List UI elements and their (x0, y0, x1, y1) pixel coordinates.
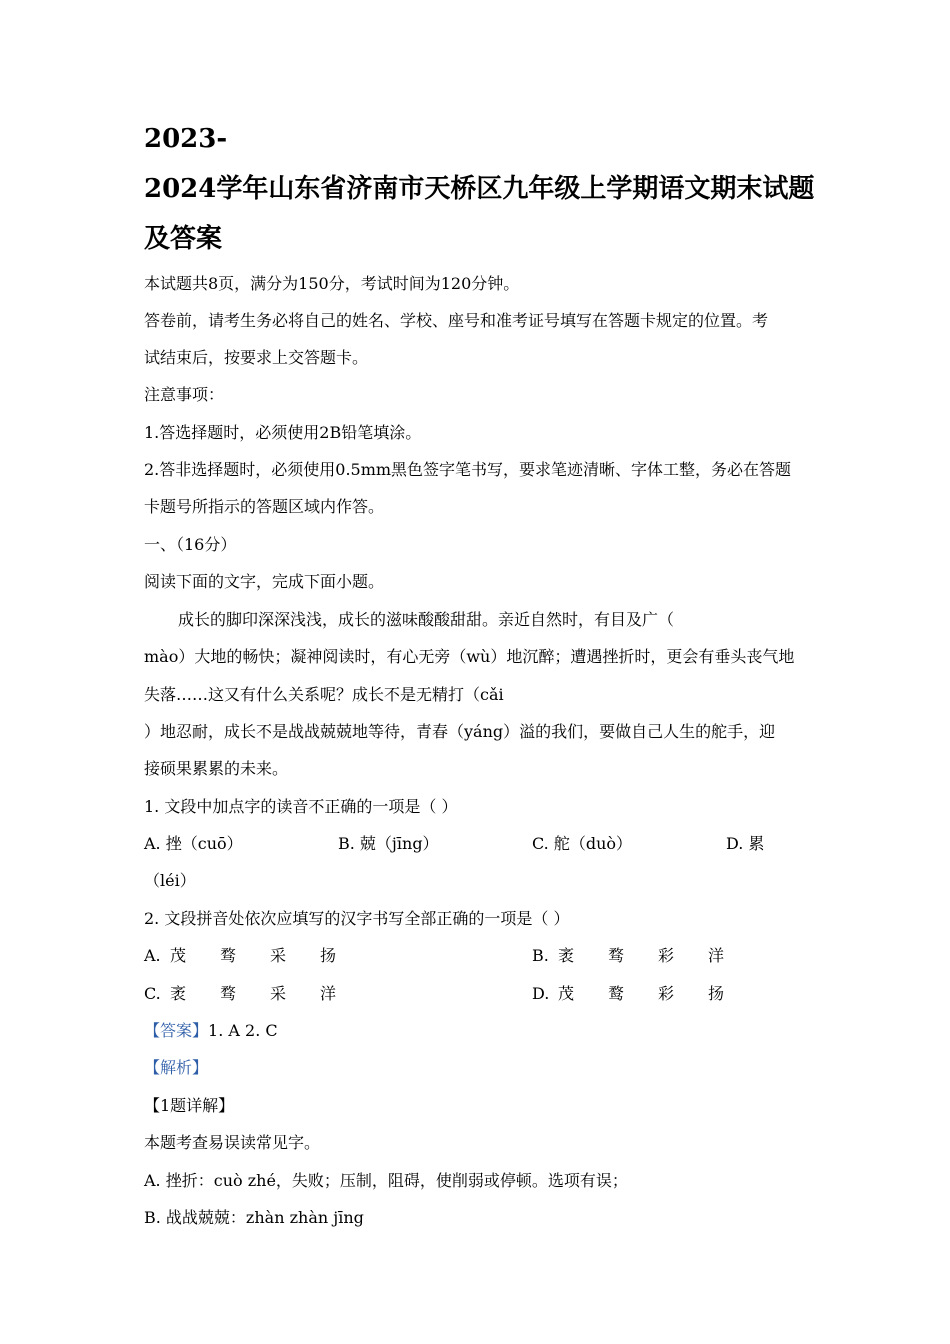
section-instruction: 阅读下面的文字，完成下面小题。 (144, 572, 385, 591)
option-char: 彩 (658, 946, 675, 965)
intro-line: 答卷前，请考生务必将自己的姓名、学校、座号和准考证号填写在答题卡规定的位置。考 (144, 311, 769, 330)
passage-line: 成长的脚印深深浅浅，成长的滋味酸酸甜甜。亲近自然时，有目及广（ (178, 610, 675, 629)
notice-item: 卡题号所指示的答题区域内作答。 (144, 497, 385, 516)
option-label: D. (532, 984, 550, 1003)
option-char: 洋 (320, 984, 337, 1003)
intro-line: 本试题共8页，满分为150分，考试时间为120分钟。 (144, 274, 520, 293)
option-char: 骛 (608, 946, 625, 965)
passage-line: 失落……这又有什么关系呢？成长不是无精打（cǎi (144, 685, 504, 704)
doc-title-line-3: 及答案 (144, 224, 223, 254)
option-char: 茂 (170, 946, 187, 965)
q2-option-d (532, 984, 758, 1004)
option-char: 采 (270, 946, 287, 965)
q1-option-a: A. 挫（cuō） (144, 834, 243, 853)
option-char: 鹜 (608, 984, 625, 1003)
option-char: 骛 (220, 946, 237, 965)
doc-title-line-2: 2024学年山东省济南市天桥区九年级上学期语文期末试题 (144, 174, 815, 204)
section-heading: 一、（16分） (144, 535, 237, 554)
q2-option-b (532, 946, 758, 966)
notice-heading: 注意事项： (144, 385, 225, 404)
option-char: 骛 (220, 984, 237, 1003)
option-char: 彩 (658, 984, 675, 1003)
notice-item: 1.答选择题时，必须使用2B铅笔填涂。 (144, 423, 422, 442)
option-char: 茂 (558, 984, 575, 1003)
passage-line: ）地忍耐，成长不是战战兢兢地等待，青春（yáng）溢的我们，要做自己人生的舵手，迎 (144, 722, 776, 741)
answer-label: 【答案】 (144, 1021, 209, 1040)
passage-line: mào）大地的畅快；凝神阅读时，有心无旁（wù）地沉醉；遭遇挫折时，更会有垂头丧气地 (144, 647, 795, 666)
question-1-stem: 1. 文段中加点字的读音不正确的一项是（ ） (144, 797, 458, 816)
passage-line: 接硕果累累的未来。 (144, 759, 289, 778)
option-char: 袤 (170, 984, 187, 1003)
q1-option-c: C. 舵（duò） (532, 834, 633, 853)
answer-text: 1. A 2. C (208, 1021, 278, 1040)
q2-option-a (144, 946, 370, 966)
option-label: B. (532, 946, 549, 965)
q1-option-d: D. 累 (726, 834, 765, 853)
doc-title-line-1: 2023- (144, 124, 228, 154)
intro-line: 试结束后，按要求上交答题卡。 (144, 348, 369, 367)
answer-line (144, 1021, 278, 1041)
option-char: 扬 (708, 984, 725, 1003)
analysis-label: 【解析】 (144, 1058, 209, 1077)
analysis-line: A. 挫折：cuò zhé，失败；压制，阻碍，使削弱或停顿。选项有误； (144, 1171, 628, 1190)
analysis-line: 本题考查易误读常见字。 (144, 1133, 321, 1152)
question-2-stem: 2. 文段拼音处依次应填写的汉字书写全部正确的一项是（ ） (144, 909, 570, 928)
option-char: 袤 (558, 946, 575, 965)
notice-item: 2.答非选择题时，必须使用0.5mm黑色签字笔书写，要求笔迹清晰、字体工整，务必在答题 (144, 460, 792, 479)
analysis-line: B. 战战兢兢：zhàn zhàn jīng (144, 1208, 364, 1227)
analysis-detail-heading: 【1题详解】 (144, 1096, 235, 1115)
q1-option-b: B. 兢（jīng） (338, 834, 439, 853)
option-char: 洋 (708, 946, 725, 965)
option-char: 采 (270, 984, 287, 1003)
q2-option-c (144, 984, 370, 1004)
option-label: A. (144, 946, 161, 965)
q1-option-d-continued: （léi） (144, 871, 196, 890)
option-char: 扬 (320, 946, 337, 965)
option-label: C. (144, 984, 161, 1003)
